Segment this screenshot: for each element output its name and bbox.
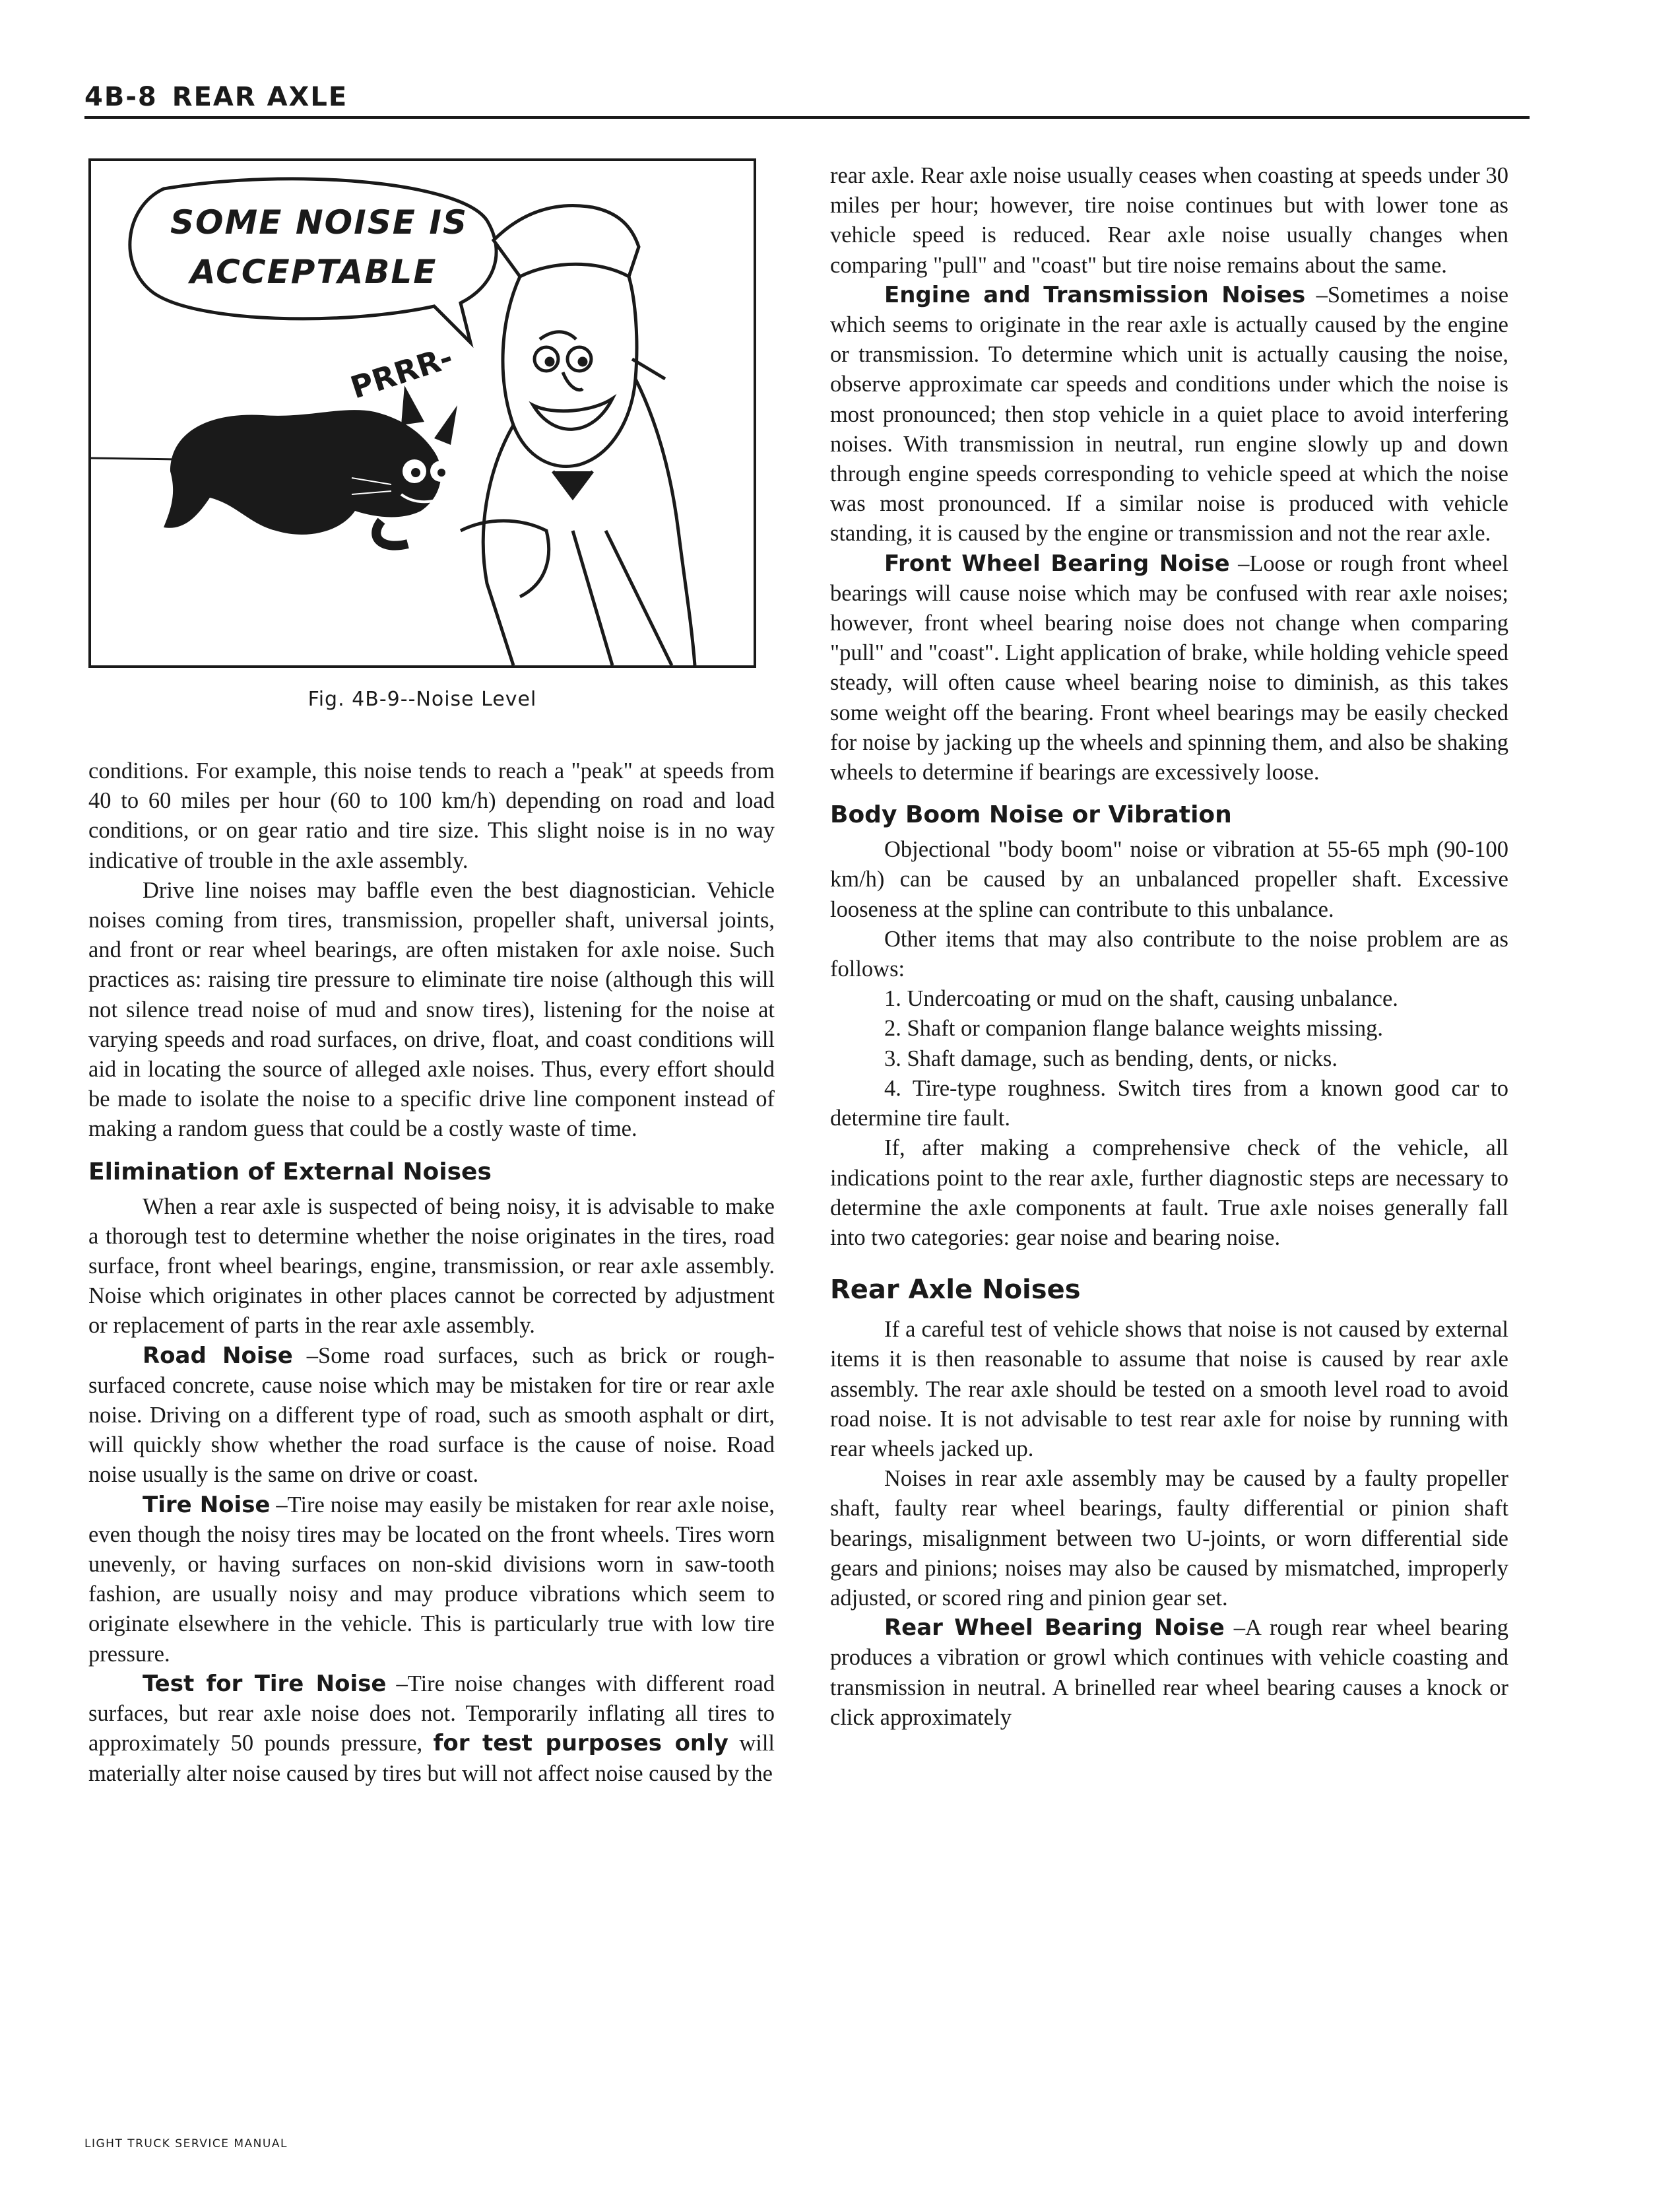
rear-bearing-heading: Rear Wheel Bearing Noise bbox=[884, 1614, 1225, 1642]
right-column bbox=[830, 161, 1508, 1733]
left-paragraph-2: Drive line noises may baffle even the best diagnostician. Vehicle noises coming from tires, transmission, propeller shaft, universal joints, and front or rear wheel bearings, are often mistaken for axle noise. Such practices as: raising tire pressure to eliminate tire noise (although this will not silence tread noise of mud and snow tires), listening for the noise at varying speeds and road surfaces, on drive, float, and coast conditions will aid in locating the source of alleged axle noises. Thus, every effort should be made to isolate the noise to a specific drive line component instead of making a random guess that could be a costly waste of time. bbox=[88, 877, 775, 1142]
right-paragraph-1: rear axle. Rear axle noise usually ceases when coasting at speeds under 30 miles per hour; however, tire noise continues but with lower tone as vehicle speed is reduced. Rear axle noise usually changes when comparing "pull" and "coast" but tire noise remains about the same. bbox=[830, 163, 1508, 278]
rear-bearing-paragraph bbox=[830, 1613, 1508, 1733]
front-bearing-heading: Front Wheel Bearing Noise bbox=[884, 550, 1230, 577]
test-purposes-emphasis: for test purposes only bbox=[433, 1730, 728, 1757]
page-number: 4B-8 bbox=[84, 82, 158, 112]
rear-axle-paragraph-1: If a careful test of vehicle shows that noise is not caused by external items it is then reasonable to assume that noise is caused by rear axle assembly. The rear axle should be tested on a smooth level road to avoid road noise. It is not advisable to test rear axle for noise by running with rear wheels jacked up. bbox=[830, 1317, 1508, 1461]
section-title: REAR AXLE bbox=[172, 82, 348, 112]
test-tire-noise-body-b: will materially alter noise caused by tires but will not affect noise caused by the bbox=[88, 1731, 775, 1786]
tire-noise-body: –Tire noise may easily be mistaken for rear axle noise, even though the noisy tires may be located on the front wheels. Tires worn unevenly, or having surfaces on non-skid divisions worn in saw-tooth fashion, are usually noisy and may produce vibrations which seem to originate elsewhere in the vehicle. This is particularly true with low tire pressure. bbox=[88, 1492, 775, 1667]
tire-noise-heading: Tire Noise bbox=[143, 1491, 271, 1518]
cartoon-illustration bbox=[91, 161, 754, 665]
test-tire-noise-paragraph bbox=[88, 1669, 775, 1789]
road-noise-paragraph bbox=[88, 1341, 775, 1490]
mechanic-figure bbox=[461, 205, 695, 665]
heading-elimination-external-noises: Elimination of External Noises bbox=[88, 1158, 492, 1185]
front-bearing-body: –Loose or rough front wheel bearings will cause noise which may be confused with rear axle noises; however, front wheel bearing noise does not change when comparing "pull" and "coast". Light application of brake, while holding vehicle speed steady, will often cause wheel bearing noise to diminish, as this takes some weight off the bearing. Front wheel bearings may be easily checked for noise by jacking up the wheels and spinning them, and also be shaking wheels to determine if bearings are excessively loose. bbox=[830, 550, 1508, 785]
bubble-text-line2: ACCEPTABLE bbox=[190, 253, 437, 291]
rear-axle-paragraph-2: Noises in rear axle assembly may be caused by a faulty propeller shaft, faulty rear wheel bearings, faulty differential or pinion shaft bearings, misalignment between two U-joints, or worn differential side gears and pinions; noises may also be caused by mismatched, improperly adjusted, or scored ring and pinion gear set. bbox=[830, 1466, 1508, 1611]
tire-noise-paragraph bbox=[88, 1490, 775, 1669]
road-noise-heading: Road Noise bbox=[143, 1342, 293, 1369]
left-paragraph-3: When a rear axle is suspected of being noisy, it is advisable to make a thorough test to determine whether the noise originates in the tires, road surface, front wheel bearings, engine, transmission, or rear axle assembly. Noise which originates in other places cannot be corrected by adjustment or replacement of parts in the rear axle assembly. bbox=[88, 1193, 775, 1339]
heading-body-boom: Body Boom Noise or Vibration bbox=[830, 801, 1232, 829]
engine-noise-body: –Sometimes a noise which seems to originate in the rear axle is actually caused by the engine or transmission. To determine which unit is actually causing the noise, observe approximate car speeds and conditions under which the noise is most pronounced; then stop vehicle in a quiet place to avoid interfering noises. With transmission in neutral, run engine slowly up and down through engine speeds corresponding to vehicle speed at which the noise was most pronounced. If a similar noise is produced with vehicle standing, it is caused by the engine or transmission and not the rear axle. bbox=[830, 282, 1509, 547]
test-tire-noise-heading: Test for Tire Noise bbox=[143, 1670, 387, 1697]
figure-noise-level bbox=[88, 158, 756, 668]
body-boom-paragraph-1: Objectional "body boom" noise or vibration at 55-65 mph (90-100 km/h) can be caused by an unbalanced propeller shaft. Excessive looseness at the spline can contribute to this unbalance. bbox=[830, 837, 1508, 922]
test-tire-noise-body-a: –Tire noise changes with different road surfaces, but rear axle noise does not. Temporarily inflating all tires to approximately 50 pounds pressure, bbox=[88, 1671, 775, 1756]
body-boom-paragraph-2: Other items that may also contribute to the noise problem are as follows: bbox=[830, 926, 1508, 982]
front-bearing-paragraph bbox=[830, 549, 1508, 788]
engine-noise-paragraph bbox=[830, 281, 1508, 549]
cat-figure bbox=[164, 385, 457, 546]
bubble-text-line1: SOME NOISE IS bbox=[170, 203, 468, 242]
figure-caption: Fig. 4B-9--Noise Level bbox=[307, 688, 537, 711]
purr-text: PRRR- bbox=[346, 339, 457, 406]
heading-rear-axle-noises: Rear Axle Noises bbox=[830, 1275, 1081, 1306]
page-header bbox=[84, 81, 1530, 119]
after-check-paragraph: If, after making a comprehensive check of the vehicle, all indications point to the rear axle, further diagnostic steps are necessary to determine the axle components at fault. True axle noises generally fall into two categories: gear noise and bearing noise. bbox=[830, 1135, 1508, 1250]
page-footer: LIGHT TRUCK SERVICE MANUAL bbox=[84, 2137, 288, 2150]
road-noise-body: –Some road surfaces, such as brick or rough-surfaced concrete, cause noise which may be mistaken for tire or rear axle noise. Driving on a different type of road, such as smooth asphalt or dirt, will quickly show whether the road surface is the cause of noise. Road noise usually is the same on drive or coast. bbox=[88, 1343, 775, 1488]
list-item-1: 1. Undercoating or mud on the shaft, causing unbalance. bbox=[884, 986, 1398, 1012]
left-column bbox=[88, 756, 775, 1789]
list-item-2: 2. Shaft or companion flange balance weights missing. bbox=[884, 1016, 1383, 1042]
left-paragraph-1: conditions. For example, this noise tends to reach a "peak" at speeds from 40 to 60 miles per hour (60 to 100 km/h) depending on road and load conditions, or on gear ratio and tire size. This slight noise is in no way indicative of trouble in the axle assembly. bbox=[88, 758, 775, 873]
rear-bearing-body: –A rough rear wheel bearing produces a vibration or growl which continues with vehicle coasting and transmission in neutral. A brinelled rear wheel bearing causes a knock or click approximately bbox=[830, 1615, 1509, 1730]
list-item-4: 4. Tire-type roughness. Switch tires from a known good car to determine tire fault. bbox=[830, 1075, 1508, 1131]
list-item-3: 3. Shaft damage, such as bending, dents, or nicks. bbox=[884, 1046, 1338, 1071]
engine-noise-heading: Engine and Transmission Noises bbox=[884, 281, 1306, 308]
